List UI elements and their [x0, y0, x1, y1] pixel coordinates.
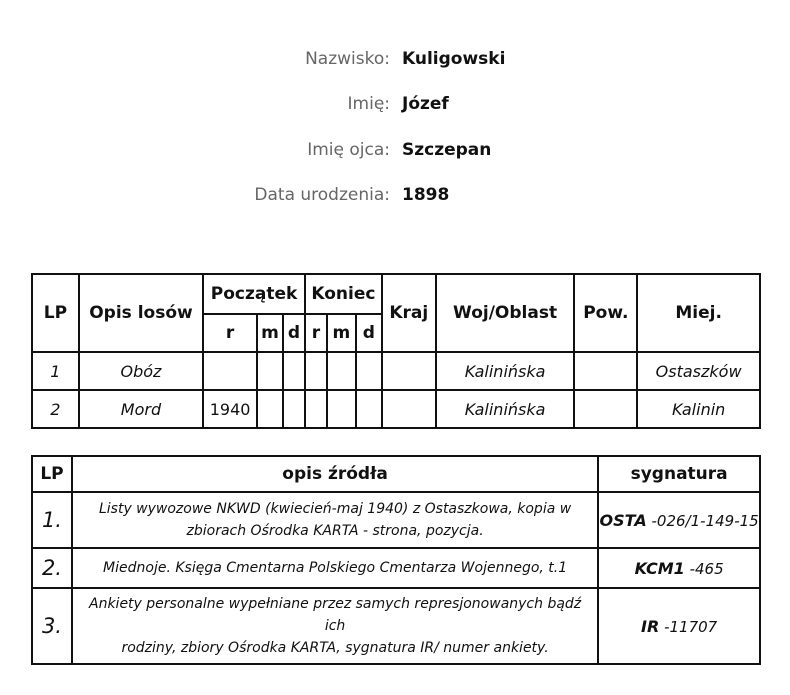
event-opis: Mord	[79, 390, 203, 428]
event-end-m	[327, 352, 356, 390]
source-sig-num: -11707	[664, 617, 718, 636]
first-name-value: Józef	[402, 94, 449, 114]
event-pow	[574, 390, 637, 428]
event-end-r	[305, 390, 327, 428]
source-signature	[598, 588, 760, 664]
event-start-d	[283, 390, 305, 428]
source-sig-code: IR	[641, 616, 660, 636]
events-header-start-d: d	[283, 314, 305, 352]
source-sig-code: OSTA	[599, 510, 647, 530]
source-lp: 2.	[32, 548, 72, 588]
events-header-koniec: Koniec	[305, 274, 382, 314]
sources-header-lp: LP	[32, 456, 72, 492]
event-start-r	[203, 352, 257, 390]
event-woj: Kalinińska	[436, 352, 575, 390]
sources-table	[31, 455, 761, 665]
surname-label: Nazwisko:	[305, 49, 390, 69]
birth-date-label: Data urodzenia:	[254, 185, 390, 205]
table-row	[32, 588, 760, 664]
events-header-start-r: r	[203, 314, 257, 352]
source-signature	[598, 548, 760, 588]
events-header-poczatek: Początek	[203, 274, 305, 314]
sources-header-sygnatura: sygnatura	[598, 456, 760, 492]
event-end-m	[327, 390, 356, 428]
first-name-label: Imię:	[347, 94, 390, 114]
father-name-value: Szczepan	[402, 140, 492, 160]
event-kraj	[382, 390, 436, 428]
events-header-end-m: m	[327, 314, 356, 352]
table-row	[32, 492, 760, 548]
source-desc-line: Miednoje. Księga Cmentarna Polskiego Cmentarza Wojennego, t.1	[103, 560, 568, 576]
event-lp: 2	[32, 390, 79, 428]
source-desc-line: Ankiety personalne wypełniane przez samych represjonowanych bądź ich	[89, 596, 582, 634]
events-header-end-d: d	[356, 314, 382, 352]
event-end-d	[356, 352, 382, 390]
source-sig-code: KCM1	[634, 558, 685, 578]
event-opis: Obóz	[79, 352, 203, 390]
source-sig-num: -026/1-149-15	[651, 511, 759, 530]
source-lp: 3.	[32, 588, 72, 664]
events-header-opis: Opis losów	[79, 274, 203, 352]
event-end-d	[356, 390, 382, 428]
event-kraj	[382, 352, 436, 390]
events-header-end-r: r	[305, 314, 327, 352]
source-desc-line: rodziny, zbiory Ośrodka KARTA, sygnatura IR/ numer ankiety.	[121, 640, 549, 656]
first-name-row	[0, 89, 390, 119]
event-lp: 1	[32, 352, 79, 390]
events-header-pow: Pow.	[574, 274, 637, 352]
event-start-d	[283, 352, 305, 390]
event-miej: Kalinin	[637, 390, 760, 428]
events-header-miej: Miej.	[637, 274, 760, 352]
events-header-lp: LP	[32, 274, 79, 352]
event-woj: Kalinińska	[436, 390, 575, 428]
events-header-row-1	[32, 274, 760, 314]
birth-date-row	[0, 180, 390, 210]
birth-date-value: 1898	[402, 185, 450, 205]
table-row	[32, 548, 760, 588]
source-desc	[72, 548, 598, 588]
events-header-kraj: Kraj	[382, 274, 436, 352]
sources-header-opis: opis źródła	[72, 456, 598, 492]
events-table	[31, 273, 761, 429]
surname-value: Kuligowski	[402, 49, 506, 69]
source-lp: 1.	[32, 492, 72, 548]
father-name-label: Imię ojca:	[307, 140, 390, 160]
event-pow	[574, 352, 637, 390]
source-desc	[72, 492, 598, 548]
events-header-start-m: m	[257, 314, 283, 352]
table-row	[32, 352, 760, 390]
events-header-woj: Woj/Oblast	[436, 274, 575, 352]
event-miej: Ostaszków	[637, 352, 760, 390]
source-desc-line: zbiorach Ośrodka KARTA - strona, pozycja.	[186, 523, 484, 539]
source-desc-line: Listy wywozowe NKWD (kwiecień-maj 1940) z Ostaszkowa, kopia w	[98, 501, 572, 517]
surname-row	[0, 44, 390, 74]
event-start-r: 1940	[203, 390, 257, 428]
event-end-r	[305, 352, 327, 390]
sources-header-row	[32, 456, 760, 492]
source-sig-num: -465	[689, 559, 724, 578]
event-start-m	[257, 352, 283, 390]
father-name-row	[0, 135, 390, 165]
table-row	[32, 390, 760, 428]
source-desc	[72, 588, 598, 664]
event-start-m	[257, 390, 283, 428]
source-signature	[598, 492, 760, 548]
